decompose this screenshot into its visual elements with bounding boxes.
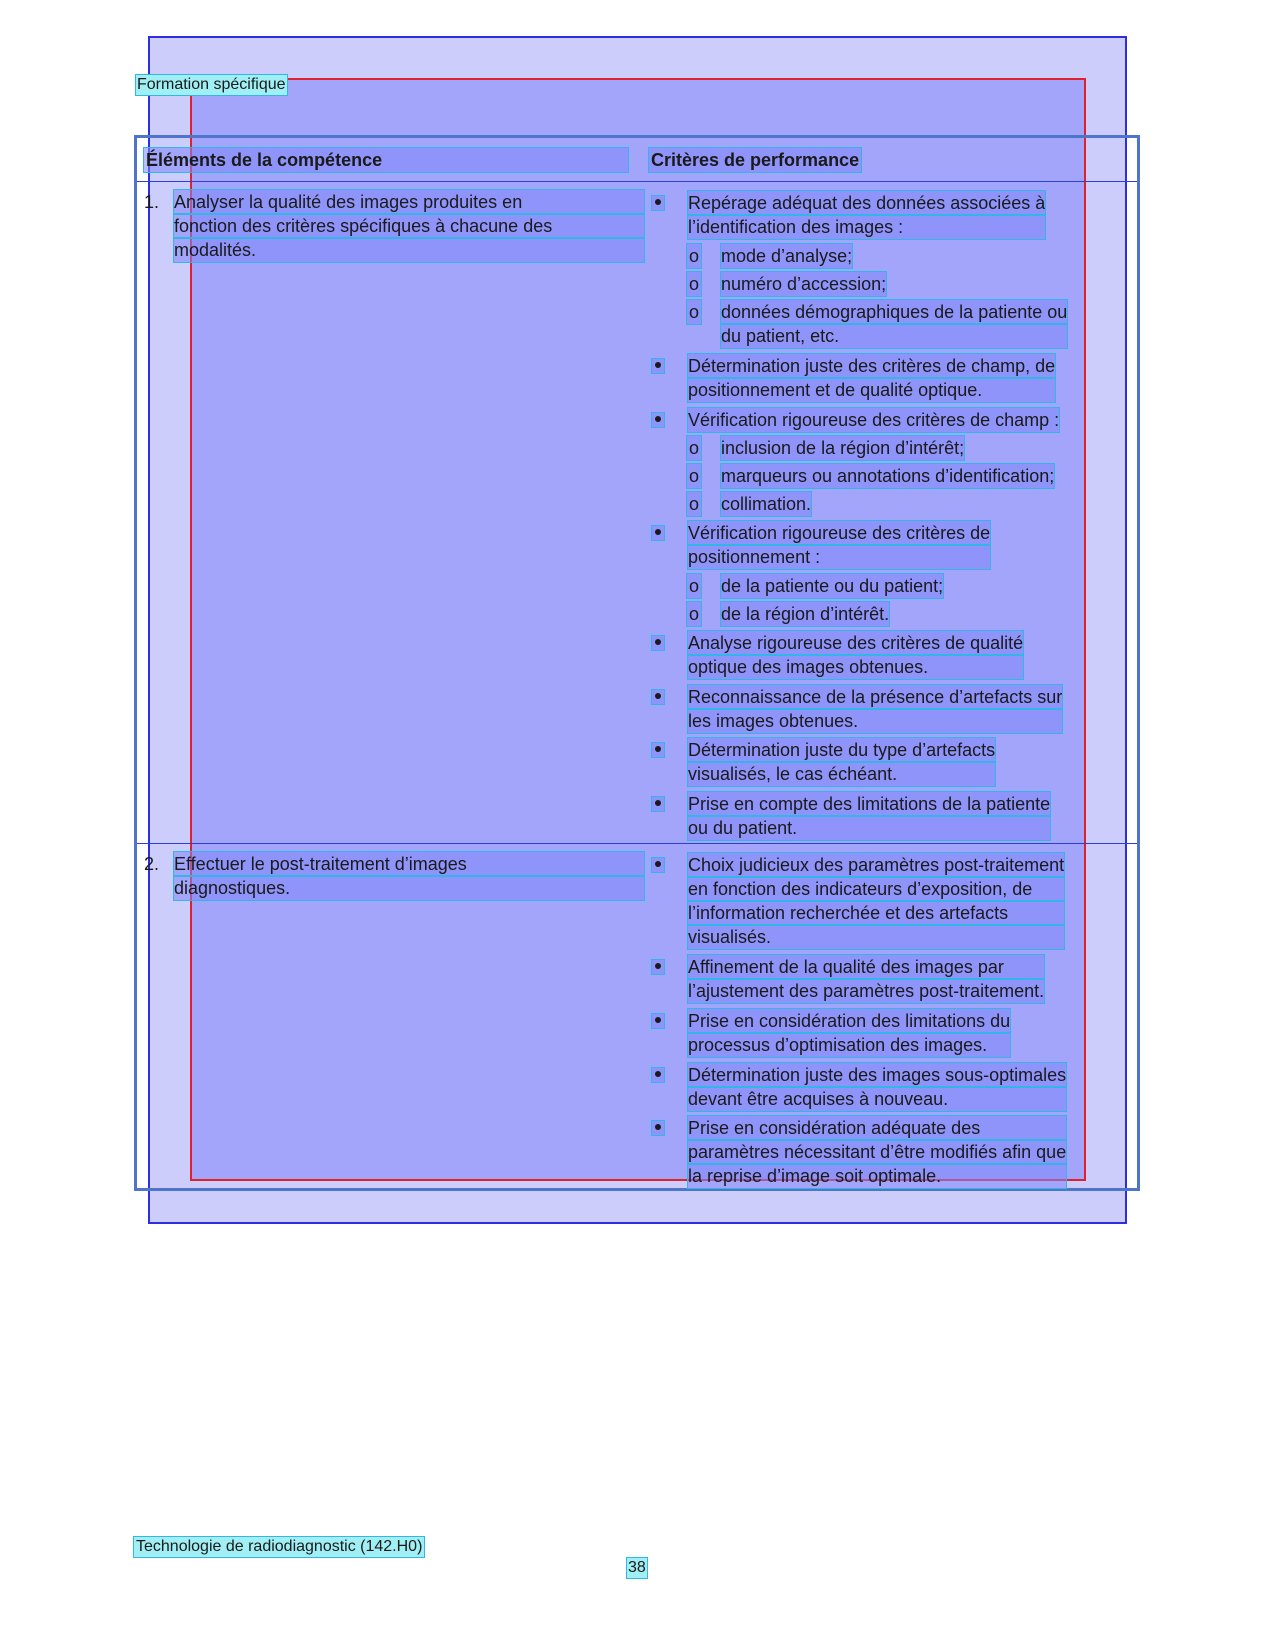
criterion-line: processus d’optimisation des images. <box>688 1033 1010 1057</box>
competence-line: modalités. <box>174 238 644 262</box>
competence-number: 1. <box>144 192 160 212</box>
criterion-line: la reprise d’image soit optimale. <box>688 1164 1066 1188</box>
sub-criterion-line: mode d’analyse; <box>721 246 853 266</box>
competence-line: fonction des critères spécifiques à chacune des <box>174 214 644 238</box>
criterion-line: devant être acquises à nouveau. <box>688 1087 1066 1111</box>
criterion-line: Vérification rigoureuse des critères de <box>688 523 991 543</box>
criterion-line: Analyse rigoureuse des critères de qualité <box>688 633 1024 653</box>
criterion-line: l’ajustement des paramètres post-traitement. <box>688 981 1045 1001</box>
circle-bullet-icon: o <box>688 302 699 322</box>
criterion-line: Détermination juste du type d’artefacts <box>688 740 996 760</box>
row-divider <box>137 843 1137 844</box>
competence-number: 2. <box>144 854 160 874</box>
competence-line: Effectuer le post-traitement d’images <box>174 852 644 876</box>
footer-program-title: Technologie de radiodiagnostic (142.H0) <box>136 1538 423 1555</box>
bullet-dot-icon <box>652 636 664 650</box>
bullet-dot-icon <box>652 359 664 373</box>
criterion-line: Détermination juste des critères de champ, de <box>688 356 1056 376</box>
bullet-dot-icon <box>652 413 664 427</box>
sub-criterion-line: du patient, etc. <box>721 324 1067 348</box>
criterion-line: les images obtenues. <box>688 709 1062 733</box>
bullet-dot-icon <box>652 797 664 811</box>
circle-bullet-icon: o <box>688 576 699 596</box>
criterion-line: Reconnaissance de la présence d’artefacts sur <box>688 687 1063 707</box>
bullet-dot-icon <box>652 1068 664 1082</box>
header-divider <box>137 181 1137 182</box>
circle-bullet-icon: o <box>688 604 699 624</box>
competence-line: Analyser la qualité des images produites en <box>174 190 644 214</box>
bullet-dot-icon <box>652 526 664 540</box>
criterion-line: Prise en considération des limitations du <box>688 1011 1011 1031</box>
competence-item-1 <box>144 190 644 262</box>
sub-criterion-line: collimation. <box>721 494 812 514</box>
criterion-line: visualisés, le cas échéant. <box>688 762 995 786</box>
criterion-line: paramètres nécessitant d’être modifiés afin que <box>688 1142 1067 1162</box>
circle-bullet-icon: o <box>688 494 699 514</box>
bullet-dot-icon <box>652 743 664 757</box>
criterion-line: Repérage adéquat des données associées à <box>688 193 1046 213</box>
bullet-dot-icon <box>652 1014 664 1028</box>
circle-bullet-icon: o <box>688 246 699 266</box>
bullet-dot-icon <box>652 690 664 704</box>
criterion-line: en fonction des indicateurs d’exposition, de <box>688 877 1064 901</box>
bullet-dot-icon <box>652 960 664 974</box>
criterion-line: positionnement : <box>688 545 990 569</box>
criterion-line: Choix judicieux des paramètres post-traitement <box>688 855 1065 875</box>
sub-criterion-line: marqueurs ou annotations d’identification; <box>721 466 1055 486</box>
criterion-line: Vérification rigoureuse des critères de champ : <box>688 410 1060 430</box>
circle-bullet-icon: o <box>688 438 699 458</box>
sub-criterion-line: numéro d’accession; <box>721 274 887 294</box>
column-header-competence: Éléments de la compétence <box>144 148 628 172</box>
competence-line: diagnostiques. <box>174 876 644 900</box>
criterion-line: Prise en compte des limitations de la patiente <box>688 794 1051 814</box>
page-header: Formation spécifique <box>137 76 286 93</box>
circle-bullet-icon: o <box>688 466 699 486</box>
competence-item-2 <box>144 852 644 900</box>
bullet-dot-icon <box>652 1121 664 1135</box>
bullet-dot-icon <box>652 858 664 872</box>
criterion-line: visualisés. <box>688 925 1064 949</box>
criterion-line: l’identification des images : <box>688 215 1045 239</box>
criterion-line: positionnement et de qualité optique. <box>688 378 1055 402</box>
criterion-line: l’information recherchée et des artefacts <box>688 901 1064 925</box>
sub-criterion-line: données démographiques de la patiente ou <box>721 302 1068 322</box>
sub-criterion-line: de la région d’intérêt. <box>721 604 890 624</box>
bullet-dot-icon <box>652 196 664 210</box>
sub-criterion-line: inclusion de la région d’intérêt; <box>721 438 965 458</box>
criterion-line: optique des images obtenues. <box>688 655 1023 679</box>
criterion-line: Prise en considération adéquate des <box>688 1116 1066 1140</box>
criterion-line: Affinement de la qualité des images par <box>688 955 1044 979</box>
criterion-line: Détermination juste des images sous-optimales <box>688 1065 1067 1085</box>
page-number: 38 <box>628 1559 646 1576</box>
competence-table <box>134 135 1140 1191</box>
column-header-criteria: Critères de performance <box>651 150 860 170</box>
criterion-line: ou du patient. <box>688 816 1050 840</box>
circle-bullet-icon: o <box>688 274 699 294</box>
sub-criterion-line: de la patiente ou du patient; <box>721 576 944 596</box>
